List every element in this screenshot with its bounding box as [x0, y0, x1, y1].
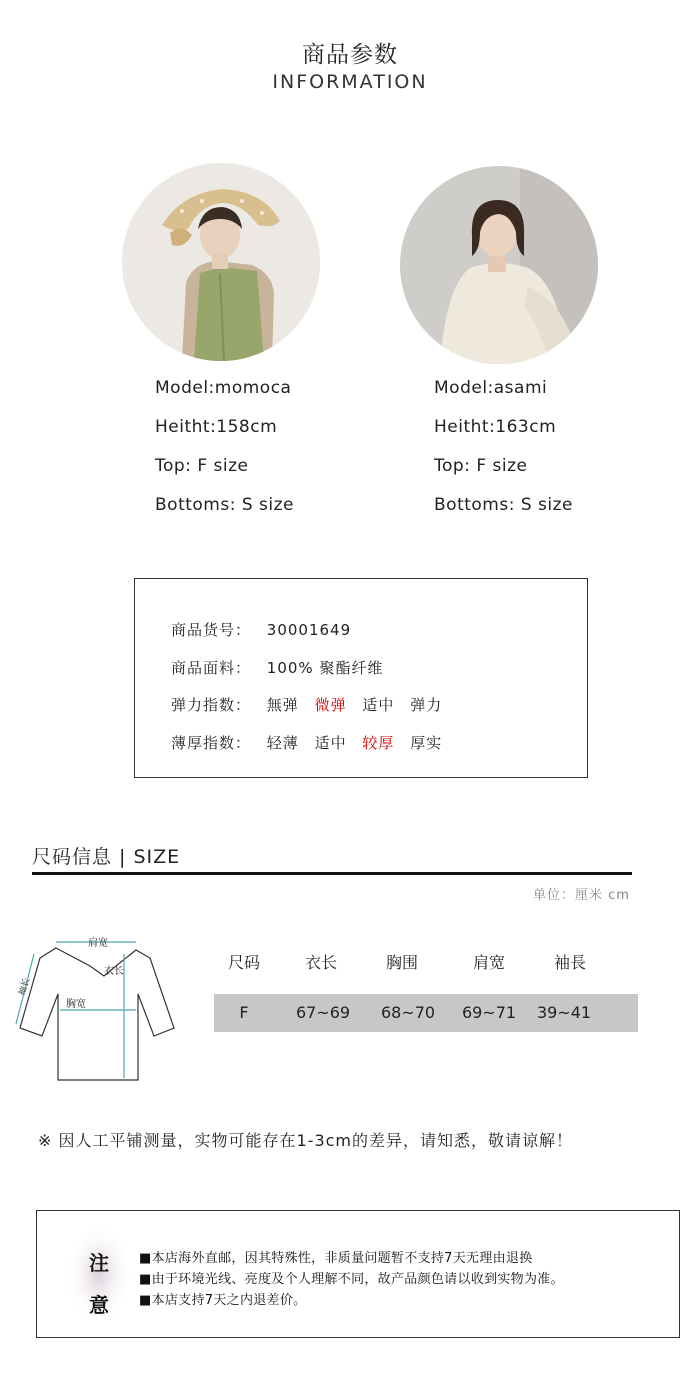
diagram-label-length: 衣长 — [104, 966, 124, 977]
notice-char: 注 — [89, 1251, 109, 1275]
model-name: Model:momoca — [155, 378, 292, 398]
elasticity-option-selected: 微弹 — [314, 696, 347, 714]
size-cell: 39~41 — [536, 1003, 592, 1022]
model-name: Model:asami — [434, 378, 548, 398]
size-cell: F — [239, 1003, 249, 1022]
size-table-header — [214, 944, 638, 982]
size-header: 衣长 — [304, 953, 337, 972]
model-photo-hat — [122, 163, 320, 361]
notice-line: ■由于环境光线、亮度及个人理解不同，故产品颜色请以收到实物为准。 — [139, 1272, 564, 1287]
model-info-momoca — [155, 369, 294, 525]
model-photo-sweater — [400, 166, 598, 364]
sku-value: 30001649 — [266, 621, 352, 639]
fabric-value: 100% 聚酯纤维 — [266, 659, 384, 677]
tshirt-diagram-icon — [8, 928, 184, 1088]
thickness-row — [171, 732, 452, 753]
model-bottoms-size: Bottoms: S size — [434, 495, 574, 515]
thickness-option-selected: 较厚 — [362, 734, 395, 752]
measurement-note: ※ 因人工平铺测量，实物可能存在1-3cm的差异，请知悉，敬请谅解！ — [38, 1131, 574, 1150]
elasticity-row — [171, 694, 452, 715]
table-row — [214, 994, 638, 1032]
model-height: Heitht:163cm — [434, 417, 557, 437]
size-header: 袖長 — [553, 953, 586, 972]
size-cell: 68~70 — [380, 1003, 436, 1022]
thickness-option: 轻薄 — [266, 734, 299, 752]
fabric-label: 商品面料： — [171, 659, 252, 677]
model-info-asami — [434, 369, 573, 525]
size-section-heading: 尺码信息 | SIZE — [32, 846, 181, 868]
unit-label: 单位：厘米 cm — [533, 888, 630, 903]
size-section-divider — [32, 872, 632, 875]
page-title: 商品参数 — [302, 42, 398, 68]
size-header: 肩宽 — [472, 953, 505, 972]
thickness-option: 厚实 — [410, 734, 443, 752]
model-bottoms-size: Bottoms: S size — [155, 495, 295, 515]
notice-char: 意 — [89, 1293, 109, 1317]
notice-line: ■本店支持7天之内退差价。 — [139, 1293, 307, 1308]
sku-row — [171, 619, 361, 640]
elasticity-option: 無弹 — [266, 696, 299, 714]
model-top-size: Top: F size — [155, 456, 249, 476]
sku-label: 商品货号： — [171, 621, 252, 639]
size-header: 尺码 — [227, 953, 260, 972]
diagram-label-shoulder: 肩宽 — [88, 938, 108, 949]
size-cell: 67~69 — [295, 1003, 351, 1022]
elasticity-option: 适中 — [362, 696, 395, 714]
notice-line: ■本店海外直邮，因其特殊性，非质量问题暂不支持7天无理由退换 — [139, 1251, 533, 1266]
thickness-label: 薄厚指数： — [171, 734, 252, 752]
size-cell: 69~71 — [461, 1003, 517, 1022]
thickness-option: 适中 — [314, 734, 347, 752]
elasticity-label: 弹力指数： — [171, 696, 252, 714]
garment-measurement-diagram — [8, 928, 184, 1088]
size-header: 胸围 — [385, 953, 418, 972]
fabric-row — [171, 657, 393, 678]
model-height: Heitht:158cm — [155, 417, 278, 437]
diagram-label-sleeve: 袖长 — [17, 976, 33, 997]
notice-badge — [61, 1219, 135, 1329]
page-subtitle: INFORMATION — [272, 71, 428, 93]
notice-box — [36, 1210, 680, 1338]
product-parameters-box — [134, 578, 588, 778]
elasticity-option: 弹力 — [410, 696, 443, 714]
model-top-size: Top: F size — [434, 456, 528, 476]
diagram-label-chest: 胸宽 — [66, 999, 86, 1010]
